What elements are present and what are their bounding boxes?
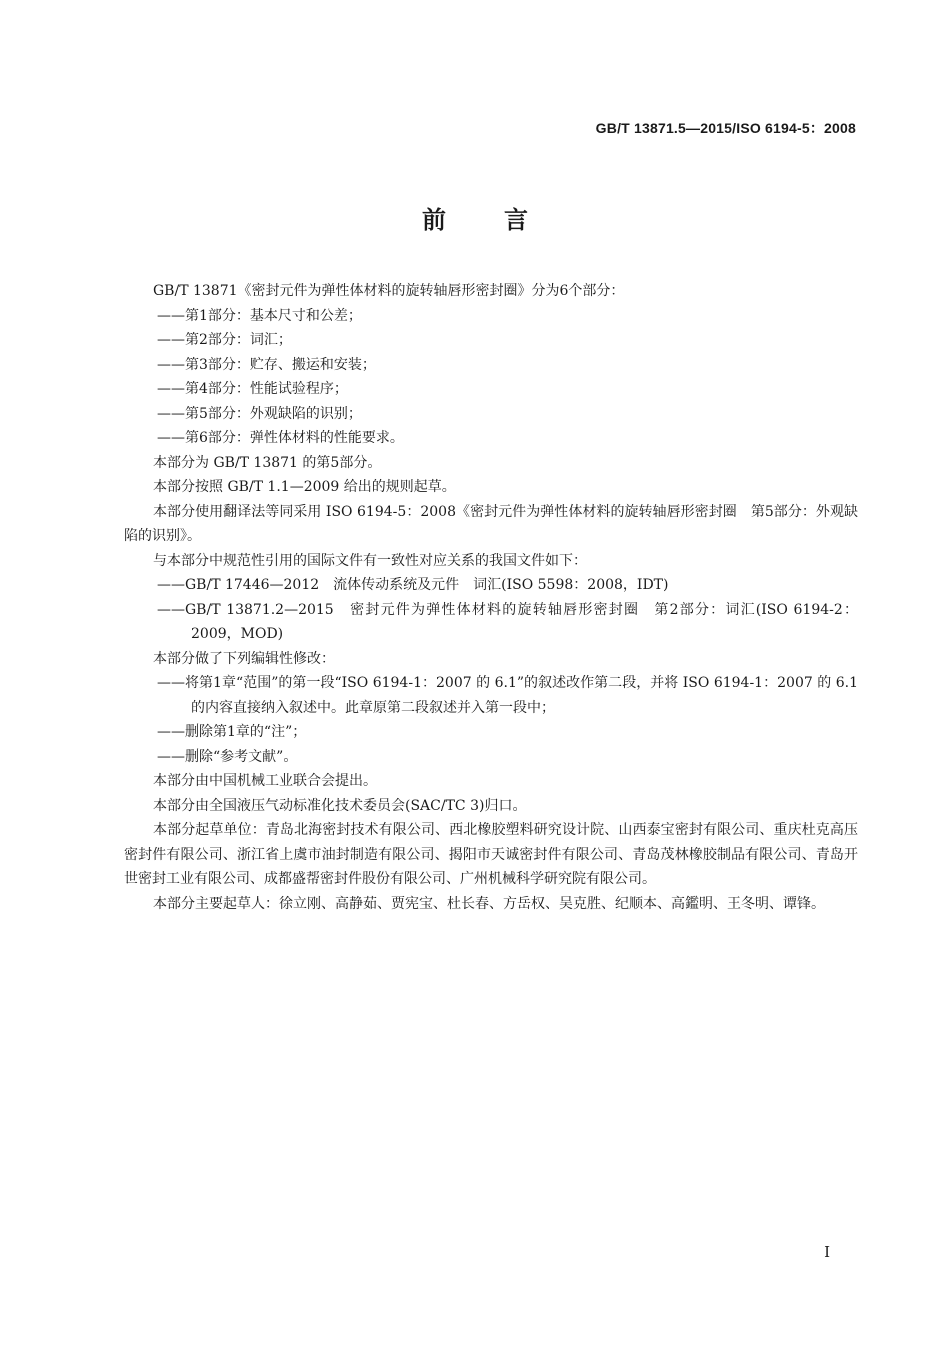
drafting-units-paragraph: 本部分起草单位：青岛北海密封技术有限公司、西北橡胶塑料研究设计院、山西泰宝密封有限公司、重庆杜克高压密封件有限公司、浙江省上虞市油封制造有限公司、揭阳市天诚密封件有限公司、青岛茂林橡胶制品有限公司、青岛开世密封工业有限公司、成都盛帮密封件股份有限公司、广州机械科学研究院有限公司。 [124, 822, 858, 887]
drafting-rules-paragraph: 本部分按照 GB/T 1.1—2009 给出的规则起草。 [153, 479, 456, 495]
foreword-body [124, 279, 858, 916]
part-list-item: ——第5部分：外观缺陷的识别； [157, 405, 362, 422]
part-list-item: ——第4部分：性能试验程序； [157, 381, 348, 397]
edits-intro: 本部分做了下列编辑性修改： [153, 650, 335, 667]
page-number: I [824, 1243, 830, 1261]
page-title: 前言 [422, 206, 586, 234]
proposed-by-paragraph: 本部分由中国机械工业联合会提出。 [153, 773, 377, 789]
correspondence-item: ——GB/T 17446—2012 流体传动系统及元件 词汇(ISO 5598：2008，IDT) [157, 577, 669, 593]
edit-item: ——将第1章“范围”的第一段“ISO 6194-1：2007 的 6.1”的叙述改作第二段，并将 ISO 6194-1：2007 的 6.1 的内容直接纳入叙述中。此章原第二段叙述并入第一段中； [157, 675, 858, 716]
drafters-paragraph: 本部分主要起草人：徐立刚、高静茹、贾宪宝、杜长春、方岳权、吴克胜、纪顺本、高鑑明、王冬明、谭锋。 [153, 895, 825, 912]
part-list-item: ——第3部分：贮存、搬运和安装； [157, 356, 376, 373]
part-list-item: ——第6部分：弹性体材料的性能要求。 [157, 430, 404, 446]
translation-paragraph: 本部分使用翻译法等同采用 ISO 6194-5：2008《密封元件为弹性体材料的旋转轴唇形密封圈 第5部分：外观缺陷的识别》。 [124, 503, 858, 544]
correspondence-item: ——GB/T 13871.2—2015 密封元件为弹性体材料的旋转轴唇形密封圈 第2部分：词汇(ISO 6194-2：2009，MOD) [157, 601, 858, 642]
part-list-item: ——第2部分：词汇； [157, 332, 292, 348]
part-list-item: ——第1部分：基本尺寸和公差； [157, 307, 362, 324]
this-part-paragraph: 本部分为 GB/T 13871 的第5部分。 [153, 454, 382, 471]
standard-code-header: GB/T 13871.5—2015/ISO 6194-5：2008 [595, 120, 856, 136]
managed-by-paragraph: 本部分由全国液压气动标准化技术委员会(SAC/TC 3)归口。 [153, 797, 527, 814]
correspondence-intro: 与本部分中规范性引用的国际文件有一致性对应关系的我国文件如下： [153, 552, 587, 569]
edit-item: ——删除“参考文献”。 [157, 748, 298, 765]
intro-paragraph: GB/T 13871《密封元件为弹性体材料的旋转轴唇形密封圈》分为6个部分： [153, 283, 625, 299]
edit-item: ——删除第1章的“注”； [157, 724, 307, 740]
